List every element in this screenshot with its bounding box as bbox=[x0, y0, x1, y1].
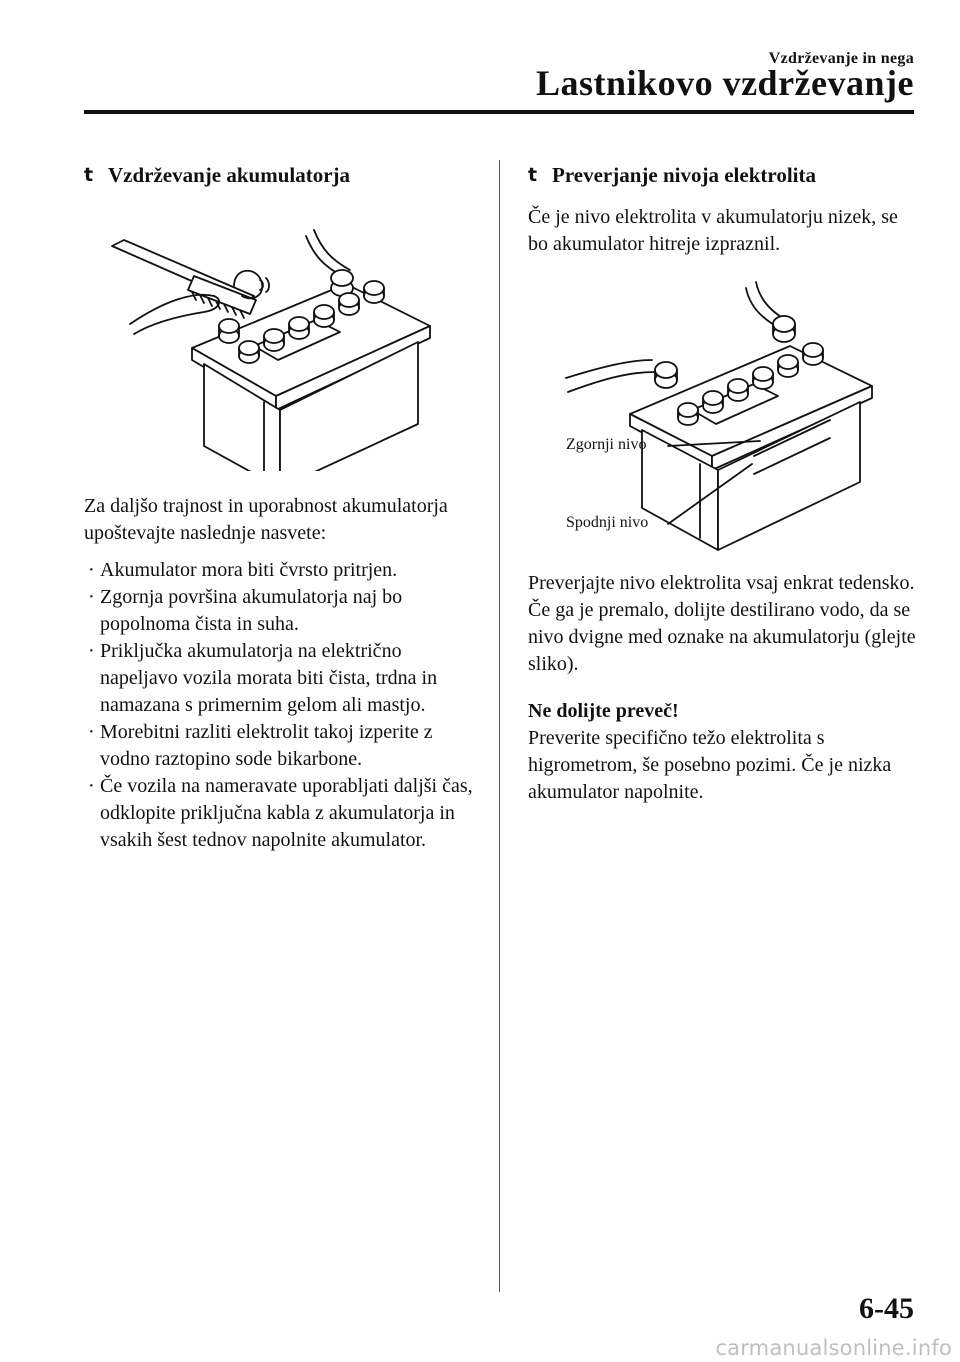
lower-level-label: Spodnji nivo bbox=[566, 514, 649, 531]
upper-level-label: Zgornji nivo bbox=[566, 436, 647, 453]
watermark: carmanualsonline.info bbox=[715, 1336, 952, 1360]
column-divider bbox=[499, 160, 500, 1292]
header-section-name: Vzdrževanje in nega bbox=[768, 50, 914, 67]
section-heading-text: Preverjanje nivoja elektrolita bbox=[552, 162, 816, 187]
right-column bbox=[528, 160, 918, 806]
warning-text: Preverite specifično težo elektrolita s higrometrom, še posebno pozimi. Če je nizka akumulator napolnite. bbox=[528, 727, 892, 803]
list-item: · Zgornja površina akumulatorja naj bo popolnoma čista in suha. bbox=[88, 586, 403, 635]
list-item: · Če vozila na nameravate uporabljati daljši čas, odklopite priključna kabla z akumulatorja in vsakih šest tednov napolnite akumulator. bbox=[88, 775, 473, 851]
section-marker-icon: t bbox=[528, 164, 538, 186]
battery-tips-intro: Za daljšo trajnost in uporabnost akumulatorja upoštevajte naslednje nasvete: bbox=[84, 495, 448, 544]
header-rule bbox=[84, 110, 914, 114]
warning-heading: Ne dolijte preveč! bbox=[528, 700, 679, 722]
page-title: Lastnikovo vzdrževanje bbox=[536, 63, 914, 103]
section-heading-text: Vzdrževanje akumulatorja bbox=[108, 162, 351, 187]
battery-tips-list bbox=[84, 557, 474, 854]
section-marker-icon: t bbox=[84, 164, 94, 186]
battery-cleaning-illustration bbox=[84, 196, 474, 471]
section-heading-electrolite-level bbox=[528, 160, 918, 190]
page-number: 6-45 bbox=[859, 1292, 914, 1325]
electrolite-level-figure bbox=[528, 268, 918, 558]
list-item: · Akumulator mora biti čvrsto pritrjen. bbox=[88, 559, 398, 581]
electrolite-intro: Če je nivo elektrolita v akumulatorju nizek, se bo akumulator hitreje izpraznil. bbox=[528, 206, 898, 255]
electrolite-check-text: Preverjajte nivo elektrolita vsaj enkrat tedensko. Če ga je premalo, dolijte destilirano vodo, da se nivo dvigne med oznake na akumulatorju (glejte sliko). bbox=[528, 572, 916, 675]
list-item: · Priključka akumulatorja na električno napeljavo vozila morata biti čista, trdna in namazana s primernim gelom ali mastjo. bbox=[88, 640, 438, 716]
left-column bbox=[84, 160, 474, 854]
list-item: · Morebitni razliti elektrolit takoj izperite z vodno raztopino sode bikarbone. bbox=[88, 721, 433, 770]
section-heading-battery-maintenance bbox=[84, 160, 474, 190]
